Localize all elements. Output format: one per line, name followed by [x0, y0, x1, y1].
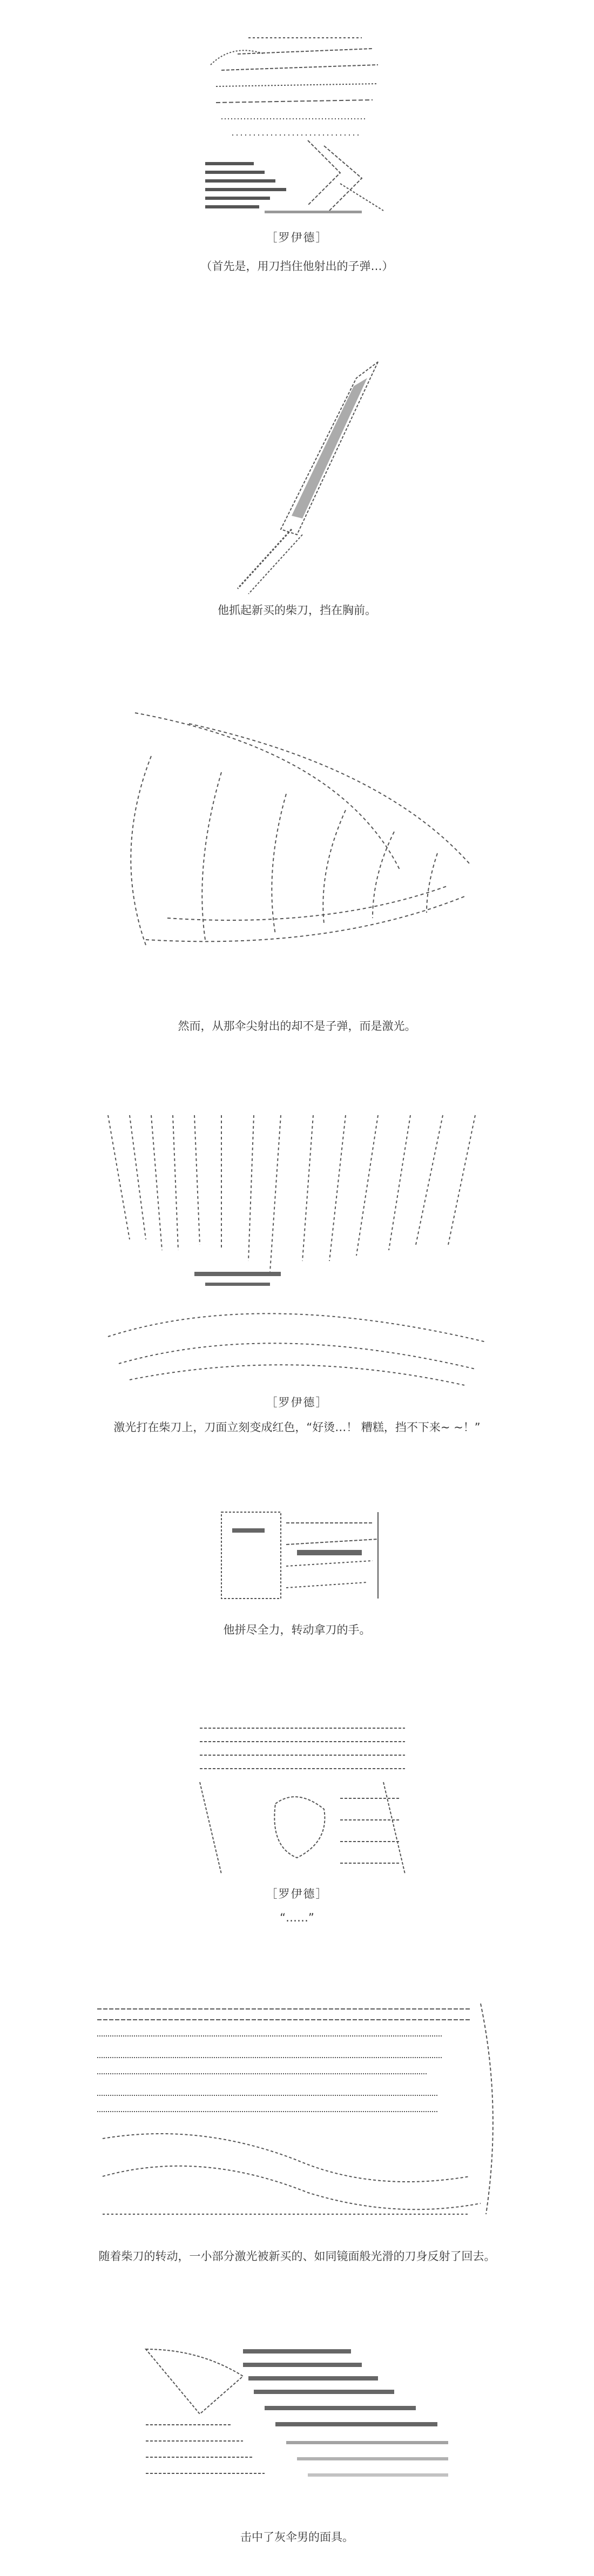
- narration-text: 随着柴刀的转动，一小部分激光被新买的、如同镜面般光滑的刀身反射了回去。: [98, 2250, 496, 2263]
- speaker-name: ［罗伊德］: [266, 1887, 328, 1900]
- narration-text: 他拼尽全力，转动拿刀的手。: [223, 1623, 371, 1636]
- speaker-name: ［罗伊德］: [266, 1396, 328, 1409]
- ascii-art-character-closeup: [200, 32, 394, 227]
- ascii-art-character-face: [189, 1717, 416, 1879]
- ascii-art-hand-turning-blade: [211, 1501, 389, 1609]
- narration-text: 击中了灰伞男的面具。: [240, 2531, 354, 2544]
- ascii-art-laser-reflected: [92, 1998, 502, 2225]
- ascii-art-laser-arcs: [113, 691, 491, 961]
- ascii-art-laser-impact: [97, 1110, 497, 1391]
- speaker-name: ［罗伊德］: [266, 231, 328, 244]
- ascii-art-machete: [216, 356, 400, 594]
- dialogue-text: “……”: [280, 1911, 314, 1924]
- narration-text: 他抓起新买的柴刀，挡在胸前。: [218, 604, 376, 617]
- narration-text: （首先是，用刀挡住他射出的子弹…）: [200, 260, 394, 273]
- dialogue-text: 激光打在柴刀上，刀面立刻变成红色，“好烫…！ 糟糕，挡不下来~ ~！”: [113, 1421, 481, 1434]
- narration-text: 然而，从那伞尖射出的却不是子弹，而是激光。: [178, 1020, 416, 1033]
- ascii-art-laser-hits-mask: [135, 2338, 459, 2506]
